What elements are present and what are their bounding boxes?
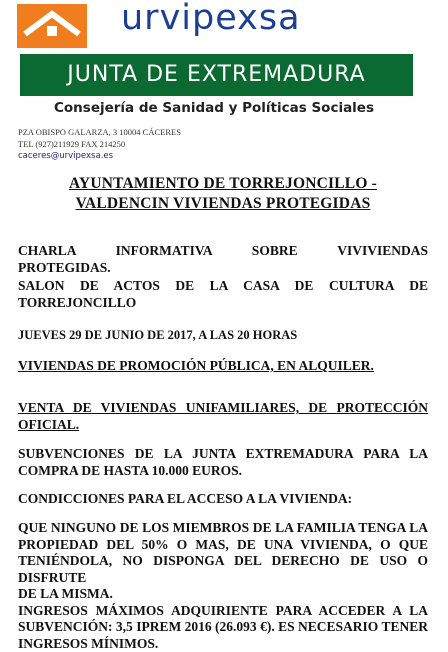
title-line-1: AYUNTAMIENTO DE TORREJONCILLO - (18, 174, 428, 194)
event-date: JUEVES 29 DE JUNIO DE 2017, A LAS 20 HORAS (18, 327, 428, 344)
condiciones-heading: CONDICCIONES PARA EL ACCESO A LA VIVIENDA: (18, 491, 428, 508)
consejeria-name: Consejería de Sanidad y Políticas Sociales (54, 100, 374, 116)
venta-line-1: VENTA DE VIVIENDAS UNIFAMILIARES, DE PROTECCIÓN (18, 400, 428, 417)
phone-line: TEL (927)211929 FAX 214250 (18, 139, 125, 149)
venta-line-2: OFICIAL. (18, 417, 428, 434)
salon-line-2: TORREJONCILLO (18, 295, 428, 312)
salon-paragraph (18, 278, 428, 311)
venta-paragraph (18, 400, 428, 433)
subvencion-line-1: SUBVENCIONES DE LA JUNTA EXTREMADURA PARA LA (18, 446, 428, 463)
charla-line-1: CHARLA INFORMATIVA SOBRE VIVIVIENDAS (18, 243, 428, 260)
ingresos-line-2: SUBVENCIÓN: 3,5 IPREM 2016 (26.093 €). ES NECESARIO TENER (18, 619, 428, 636)
brand-name: urvipexsa (121, 0, 301, 38)
subvencion-paragraph (18, 446, 428, 479)
requisitos-line-4: DE LA MISMA. (18, 586, 428, 603)
requisitos-line-1: QUE NINGUNO DE LOS MIEMBROS DE LA FAMILIA TENGA LA (18, 520, 428, 537)
junta-banner: JUNTA DE EXTREMADURA (20, 54, 413, 96)
email-link[interactable]: caceres@urvipexsa.es (18, 151, 113, 161)
requisitos-paragraph (18, 520, 428, 652)
ingresos-line-1: INGRESOS MÁXIMOS ADQUIRIENTE PARA ACCEDER A LA (18, 603, 428, 620)
salon-line-1: SALON DE ACTOS DE LA CASA DE CULTURA DE (18, 278, 428, 295)
requisitos-line-2: PROPIEDAD DEL 50% O MAS, DE UNA VIVIENDA, O QUE (18, 537, 428, 554)
subvencion-line-2: COMPRA DE HASTA 10.000 EUROS. (18, 463, 428, 480)
document-title (18, 174, 428, 214)
urvipexsa-logo-icon (17, 4, 87, 48)
title-line-2: VALDENCIN VIVIENDAS PROTEGIDAS (18, 194, 428, 214)
charla-line-2: PROTEGIDAS. (18, 260, 428, 277)
ingresos-line-3: INGRESOS MÍNIMOS. (18, 636, 428, 652)
requisitos-line-3: TENIÉNDOLA, NO DISPONGA DEL DERECHO DE USO O DISFRUTE (18, 553, 428, 586)
address-line: PZA OBISPO GALARZA, 3 10004 CÁCERES (18, 127, 181, 137)
promocion-heading: VIVIENDAS DE PROMOCIÓN PÚBLICA, EN ALQUILER. (18, 358, 428, 375)
charla-paragraph (18, 243, 428, 276)
